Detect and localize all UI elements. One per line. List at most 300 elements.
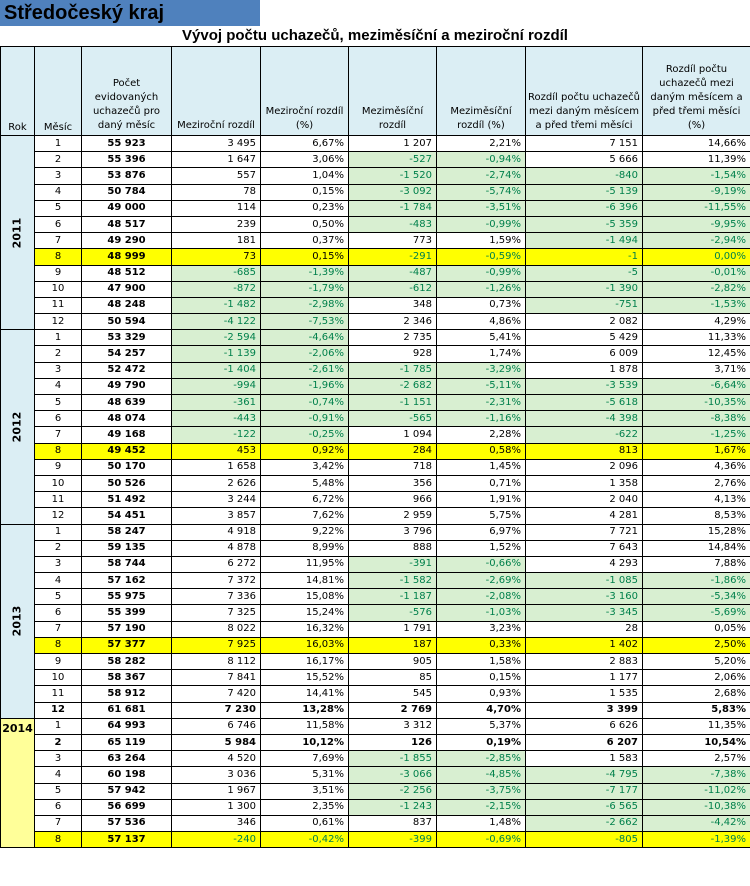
three-month-diff-cell: -805 [526, 832, 643, 848]
table-row [1, 443, 750, 459]
mom-diff-cell: -3 092 [349, 184, 437, 200]
count-cell: 55 396 [82, 152, 172, 168]
mom-diff-cell: -3 066 [349, 767, 437, 783]
mom-diff-cell: 837 [349, 815, 437, 831]
year-label: 2014 [2, 721, 33, 735]
month-cell: 7 [35, 427, 82, 443]
yoy-diff-cell: 8 022 [172, 621, 261, 637]
yoy-diff-cell: -240 [172, 832, 261, 848]
count-cell: 55 923 [82, 136, 172, 152]
yoy-pct-cell: 6,67% [261, 136, 349, 152]
count-cell: 53 876 [82, 168, 172, 184]
mom-pct-cell: -2,08% [437, 589, 526, 605]
mom-diff-cell: 187 [349, 637, 437, 653]
yoy-pct-cell: -2,61% [261, 362, 349, 378]
count-cell: 49 168 [82, 427, 172, 443]
three-month-pct-cell: 10,54% [643, 734, 750, 750]
three-month-diff-cell: 6 207 [526, 734, 643, 750]
yoy-diff-cell: 3 857 [172, 508, 261, 524]
count-cell: 61 681 [82, 702, 172, 718]
month-cell: 4 [35, 767, 82, 783]
yoy-pct-cell: 11,58% [261, 718, 349, 734]
count-cell: 48 517 [82, 216, 172, 232]
yoy-diff-cell: 239 [172, 216, 261, 232]
count-cell: 55 399 [82, 605, 172, 621]
yoy-diff-cell: 5 984 [172, 734, 261, 750]
three-month-pct-cell: 2,68% [643, 686, 750, 702]
yoy-diff-cell: -872 [172, 281, 261, 297]
yoy-diff-cell: 346 [172, 815, 261, 831]
yoy-pct-cell: 7,69% [261, 751, 349, 767]
yoy-diff-cell: 8 112 [172, 654, 261, 670]
table-row [1, 702, 750, 718]
mom-pct-cell: 0,71% [437, 475, 526, 491]
table-row [1, 249, 750, 265]
three-month-pct-cell: 4,36% [643, 459, 750, 475]
mom-pct-cell: -0,99% [437, 265, 526, 281]
mom-pct-cell: 5,37% [437, 718, 526, 734]
mom-diff-cell: -576 [349, 605, 437, 621]
three-month-pct-cell: 3,71% [643, 362, 750, 378]
yoy-diff-cell: 114 [172, 200, 261, 216]
three-month-pct-cell: 4,29% [643, 314, 750, 330]
yoy-pct-cell: 7,62% [261, 508, 349, 524]
month-cell: 1 [35, 718, 82, 734]
mom-diff-cell: -1 855 [349, 751, 437, 767]
month-cell: 7 [35, 233, 82, 249]
yoy-pct-cell: 15,24% [261, 605, 349, 621]
mom-pct-cell: -5,11% [437, 378, 526, 394]
mom-pct-cell: 3,23% [437, 621, 526, 637]
yoy-pct-cell: -1,79% [261, 281, 349, 297]
month-cell: 11 [35, 297, 82, 313]
year-label: 2011 [10, 217, 24, 248]
col-header-pocet: Počet evidovaných uchazečů pro daný měsíc [82, 47, 172, 136]
mom-pct-cell: 1,45% [437, 459, 526, 475]
col-header-mesic: Měsíc [35, 47, 82, 136]
table-row [1, 216, 750, 232]
yoy-pct-cell: 5,48% [261, 475, 349, 491]
month-cell: 5 [35, 200, 82, 216]
month-cell: 3 [35, 168, 82, 184]
mom-diff-cell: -1 784 [349, 200, 437, 216]
yoy-diff-cell: 78 [172, 184, 261, 200]
col-header-mezirocni-pct: Meziroční rozdíl (%) [261, 47, 349, 136]
count-cell: 55 975 [82, 589, 172, 605]
mom-diff-cell: 545 [349, 686, 437, 702]
three-month-pct-cell: 4,13% [643, 492, 750, 508]
table-row [1, 184, 750, 200]
yoy-diff-cell: -1 482 [172, 297, 261, 313]
mom-diff-cell: -399 [349, 832, 437, 848]
yoy-pct-cell: 0,15% [261, 249, 349, 265]
table-row [1, 508, 750, 524]
three-month-pct-cell: -7,38% [643, 767, 750, 783]
yoy-diff-cell: 1 647 [172, 152, 261, 168]
month-cell: 2 [35, 152, 82, 168]
three-month-pct-cell: -11,02% [643, 783, 750, 799]
three-month-pct-cell: 15,28% [643, 524, 750, 540]
col-header-rozdil-3m: Rozdíl počtu uchazečů mezi daným měsícem a před třemi měsíci [526, 47, 643, 136]
count-cell: 58 247 [82, 524, 172, 540]
three-month-pct-cell: 11,35% [643, 718, 750, 734]
mom-diff-cell: 888 [349, 540, 437, 556]
month-cell: 10 [35, 281, 82, 297]
yoy-pct-cell: 2,35% [261, 799, 349, 815]
three-month-diff-cell: -4 795 [526, 767, 643, 783]
table-row [1, 427, 750, 443]
count-cell: 58 282 [82, 654, 172, 670]
mom-diff-cell: -483 [349, 216, 437, 232]
month-cell: 12 [35, 702, 82, 718]
mom-pct-cell: 0,73% [437, 297, 526, 313]
table-row [1, 314, 750, 330]
month-cell: 8 [35, 637, 82, 653]
yoy-pct-cell: 14,81% [261, 573, 349, 589]
three-month-diff-cell: -5 618 [526, 395, 643, 411]
table-row [1, 540, 750, 556]
yoy-pct-cell: -2,06% [261, 346, 349, 362]
yoy-pct-cell: 3,06% [261, 152, 349, 168]
three-month-pct-cell: -4,42% [643, 815, 750, 831]
yoy-pct-cell: -0,25% [261, 427, 349, 443]
mom-pct-cell: -1,03% [437, 605, 526, 621]
three-month-pct-cell: -11,55% [643, 200, 750, 216]
yoy-pct-cell: 1,04% [261, 168, 349, 184]
yoy-diff-cell: 7 841 [172, 670, 261, 686]
mom-diff-cell: -612 [349, 281, 437, 297]
mom-pct-cell: -4,85% [437, 767, 526, 783]
mom-diff-cell: -565 [349, 411, 437, 427]
table-row [1, 734, 750, 750]
mom-pct-cell: 1,59% [437, 233, 526, 249]
table-row [1, 281, 750, 297]
yoy-pct-cell: 3,51% [261, 783, 349, 799]
three-month-pct-cell: 8,53% [643, 508, 750, 524]
yoy-pct-cell: 0,23% [261, 200, 349, 216]
count-cell: 57 162 [82, 573, 172, 589]
month-cell: 5 [35, 783, 82, 799]
yoy-pct-cell: 16,32% [261, 621, 349, 637]
mom-pct-cell: -2,74% [437, 168, 526, 184]
yoy-pct-cell: 0,50% [261, 216, 349, 232]
month-cell: 9 [35, 265, 82, 281]
three-month-pct-cell: -1,25% [643, 427, 750, 443]
three-month-pct-cell: 0,05% [643, 621, 750, 637]
table-row [1, 297, 750, 313]
mom-pct-cell: -5,74% [437, 184, 526, 200]
year-label: 2013 [10, 605, 24, 637]
mom-pct-cell: -2,31% [437, 395, 526, 411]
mom-pct-cell: -3,29% [437, 362, 526, 378]
month-cell: 6 [35, 411, 82, 427]
three-month-diff-cell: -3 539 [526, 378, 643, 394]
count-cell: 52 472 [82, 362, 172, 378]
month-cell: 10 [35, 475, 82, 491]
count-cell: 53 329 [82, 330, 172, 346]
yoy-diff-cell: 7 230 [172, 702, 261, 718]
yoy-diff-cell: -1 404 [172, 362, 261, 378]
col-header-mezimesicni-pct: Meziměsíční rozdíl (%) [437, 47, 526, 136]
three-month-pct-cell: -1,39% [643, 832, 750, 848]
month-cell: 4 [35, 378, 82, 394]
mom-diff-cell: -1 785 [349, 362, 437, 378]
month-cell: 10 [35, 670, 82, 686]
mom-diff-cell: 3 312 [349, 718, 437, 734]
col-header-rozdil-3m-pct: Rozdíl počtu uchazečů mezi daným měsícem a před třemi měsíci (%) [643, 47, 750, 136]
table-row [1, 686, 750, 702]
table-row [1, 621, 750, 637]
yoy-diff-cell: 7 420 [172, 686, 261, 702]
three-month-diff-cell: -751 [526, 297, 643, 313]
three-month-diff-cell: -3 160 [526, 589, 643, 605]
mom-pct-cell: 0,93% [437, 686, 526, 702]
region-title: Středočeský kraj [0, 0, 260, 26]
mom-pct-cell: -2,85% [437, 751, 526, 767]
yoy-pct-cell: 16,03% [261, 637, 349, 653]
yoy-diff-cell: -2 594 [172, 330, 261, 346]
table-row [1, 265, 750, 281]
mom-pct-cell: 4,70% [437, 702, 526, 718]
three-month-diff-cell: -5 139 [526, 184, 643, 200]
table-row [1, 783, 750, 799]
count-cell: 48 999 [82, 249, 172, 265]
three-month-diff-cell: 6 626 [526, 718, 643, 734]
three-month-diff-cell: 28 [526, 621, 643, 637]
month-cell: 1 [35, 524, 82, 540]
yoy-pct-cell: -2,98% [261, 297, 349, 313]
yoy-diff-cell: 2 626 [172, 475, 261, 491]
three-month-diff-cell: 5 429 [526, 330, 643, 346]
yoy-diff-cell: -4 122 [172, 314, 261, 330]
yoy-diff-cell: 453 [172, 443, 261, 459]
table-row [1, 751, 750, 767]
mom-pct-cell: -0,66% [437, 556, 526, 572]
mom-diff-cell: 284 [349, 443, 437, 459]
table-row [1, 346, 750, 362]
mom-pct-cell: 5,75% [437, 508, 526, 524]
count-cell: 50 170 [82, 459, 172, 475]
mom-diff-cell: 2 735 [349, 330, 437, 346]
three-month-pct-cell: 5,20% [643, 654, 750, 670]
count-cell: 57 190 [82, 621, 172, 637]
yoy-pct-cell: 3,42% [261, 459, 349, 475]
yoy-pct-cell: -0,91% [261, 411, 349, 427]
count-cell: 58 744 [82, 556, 172, 572]
yoy-diff-cell: 1 300 [172, 799, 261, 815]
mom-pct-cell: 0,58% [437, 443, 526, 459]
three-month-pct-cell: -0,01% [643, 265, 750, 281]
table-row [1, 233, 750, 249]
three-month-pct-cell: 2,50% [643, 637, 750, 653]
yoy-diff-cell: 1 967 [172, 783, 261, 799]
mom-diff-cell: -2 682 [349, 378, 437, 394]
mom-diff-cell: 905 [349, 654, 437, 670]
yoy-pct-cell: 15,08% [261, 589, 349, 605]
table-row [1, 475, 750, 491]
mom-pct-cell: 5,41% [437, 330, 526, 346]
mom-diff-cell: -1 187 [349, 589, 437, 605]
three-month-diff-cell: -2 662 [526, 815, 643, 831]
three-month-diff-cell: -4 398 [526, 411, 643, 427]
mom-pct-cell: -1,16% [437, 411, 526, 427]
yoy-diff-cell: -122 [172, 427, 261, 443]
col-header-mezirocni: Meziroční rozdíl [172, 47, 261, 136]
mom-pct-cell: 0,33% [437, 637, 526, 653]
month-cell: 5 [35, 589, 82, 605]
table-row [1, 200, 750, 216]
count-cell: 64 993 [82, 718, 172, 734]
three-month-diff-cell: 2 040 [526, 492, 643, 508]
three-month-pct-cell: -1,54% [643, 168, 750, 184]
yoy-diff-cell: -361 [172, 395, 261, 411]
year-cell [1, 524, 35, 718]
yoy-pct-cell: 13,28% [261, 702, 349, 718]
count-cell: 50 526 [82, 475, 172, 491]
table-row [1, 637, 750, 653]
mom-pct-cell: -0,94% [437, 152, 526, 168]
three-month-pct-cell: -6,64% [643, 378, 750, 394]
yoy-diff-cell: -1 139 [172, 346, 261, 362]
month-cell: 5 [35, 395, 82, 411]
three-month-diff-cell: 1 358 [526, 475, 643, 491]
three-month-diff-cell: 6 009 [526, 346, 643, 362]
three-month-diff-cell: -1 085 [526, 573, 643, 589]
table-row [1, 556, 750, 572]
count-cell: 54 257 [82, 346, 172, 362]
count-cell: 50 784 [82, 184, 172, 200]
mom-diff-cell: -1 151 [349, 395, 437, 411]
yoy-diff-cell: 1 658 [172, 459, 261, 475]
mom-pct-cell: 1,58% [437, 654, 526, 670]
mom-diff-cell: 356 [349, 475, 437, 491]
month-cell: 6 [35, 605, 82, 621]
three-month-diff-cell: -840 [526, 168, 643, 184]
mom-pct-cell: 2,28% [437, 427, 526, 443]
mom-diff-cell: 348 [349, 297, 437, 313]
mom-pct-cell: 1,74% [437, 346, 526, 362]
three-month-pct-cell: -10,38% [643, 799, 750, 815]
table-row [1, 378, 750, 394]
three-month-pct-cell: 2,06% [643, 670, 750, 686]
table-row [1, 362, 750, 378]
yoy-diff-cell: 7 372 [172, 573, 261, 589]
month-cell: 12 [35, 508, 82, 524]
mom-pct-cell: 2,21% [437, 136, 526, 152]
mom-diff-cell: 2 959 [349, 508, 437, 524]
table-row [1, 799, 750, 815]
three-month-pct-cell: -5,34% [643, 589, 750, 605]
yoy-pct-cell: 5,31% [261, 767, 349, 783]
year-cell [1, 718, 35, 848]
table-row [1, 411, 750, 427]
mom-diff-cell: 928 [349, 346, 437, 362]
three-month-diff-cell: 1 535 [526, 686, 643, 702]
yoy-pct-cell: 10,12% [261, 734, 349, 750]
table-row [1, 136, 750, 152]
yoy-diff-cell: 6 272 [172, 556, 261, 572]
mom-pct-cell: 1,48% [437, 815, 526, 831]
mom-pct-cell: -1,26% [437, 281, 526, 297]
mom-diff-cell: 1 094 [349, 427, 437, 443]
mom-pct-cell: 1,52% [437, 540, 526, 556]
count-cell: 60 198 [82, 767, 172, 783]
table-row [1, 654, 750, 670]
data-table [0, 46, 750, 848]
yoy-pct-cell: 14,41% [261, 686, 349, 702]
three-month-pct-cell: -9,19% [643, 184, 750, 200]
mom-pct-cell: -2,15% [437, 799, 526, 815]
count-cell: 49 000 [82, 200, 172, 216]
month-cell: 9 [35, 654, 82, 670]
yoy-pct-cell: -4,64% [261, 330, 349, 346]
year-cell [1, 330, 35, 524]
three-month-diff-cell: 1 878 [526, 362, 643, 378]
mom-diff-cell: 966 [349, 492, 437, 508]
table-row [1, 767, 750, 783]
yoy-pct-cell: -0,74% [261, 395, 349, 411]
yoy-diff-cell: -443 [172, 411, 261, 427]
three-month-diff-cell: 7 643 [526, 540, 643, 556]
yoy-pct-cell: 6,72% [261, 492, 349, 508]
count-cell: 50 594 [82, 314, 172, 330]
three-month-diff-cell: -1 390 [526, 281, 643, 297]
month-cell: 3 [35, 751, 82, 767]
three-month-diff-cell: 3 399 [526, 702, 643, 718]
month-cell: 7 [35, 621, 82, 637]
table-row [1, 492, 750, 508]
month-cell: 2 [35, 346, 82, 362]
mom-pct-cell: -2,69% [437, 573, 526, 589]
three-month-pct-cell: -9,95% [643, 216, 750, 232]
mom-pct-cell: 6,97% [437, 524, 526, 540]
mom-diff-cell: 1 791 [349, 621, 437, 637]
three-month-pct-cell: 1,67% [643, 443, 750, 459]
mom-pct-cell: -3,75% [437, 783, 526, 799]
header-row [1, 47, 750, 136]
count-cell: 58 367 [82, 670, 172, 686]
yoy-pct-cell: 0,92% [261, 443, 349, 459]
yoy-diff-cell: 557 [172, 168, 261, 184]
month-cell: 7 [35, 815, 82, 831]
count-cell: 57 377 [82, 637, 172, 653]
three-month-diff-cell: -5 359 [526, 216, 643, 232]
three-month-diff-cell: -7 177 [526, 783, 643, 799]
three-month-pct-cell: 14,84% [643, 540, 750, 556]
mom-diff-cell: 3 796 [349, 524, 437, 540]
three-month-diff-cell: -1 494 [526, 233, 643, 249]
count-cell: 56 699 [82, 799, 172, 815]
mom-diff-cell: 718 [349, 459, 437, 475]
year-label: 2012 [10, 411, 24, 443]
month-cell: 12 [35, 314, 82, 330]
year-cell [1, 136, 35, 330]
month-cell: 11 [35, 686, 82, 702]
yoy-diff-cell: 4 918 [172, 524, 261, 540]
three-month-pct-cell: 2,57% [643, 751, 750, 767]
month-cell: 6 [35, 216, 82, 232]
three-month-diff-cell: 813 [526, 443, 643, 459]
mom-diff-cell: 85 [349, 670, 437, 686]
three-month-diff-cell: -622 [526, 427, 643, 443]
mom-diff-cell: 773 [349, 233, 437, 249]
table-row [1, 395, 750, 411]
month-cell: 8 [35, 443, 82, 459]
count-cell: 57 137 [82, 832, 172, 848]
mom-diff-cell: 126 [349, 734, 437, 750]
yoy-diff-cell: 4 520 [172, 751, 261, 767]
yoy-pct-cell: 0,37% [261, 233, 349, 249]
